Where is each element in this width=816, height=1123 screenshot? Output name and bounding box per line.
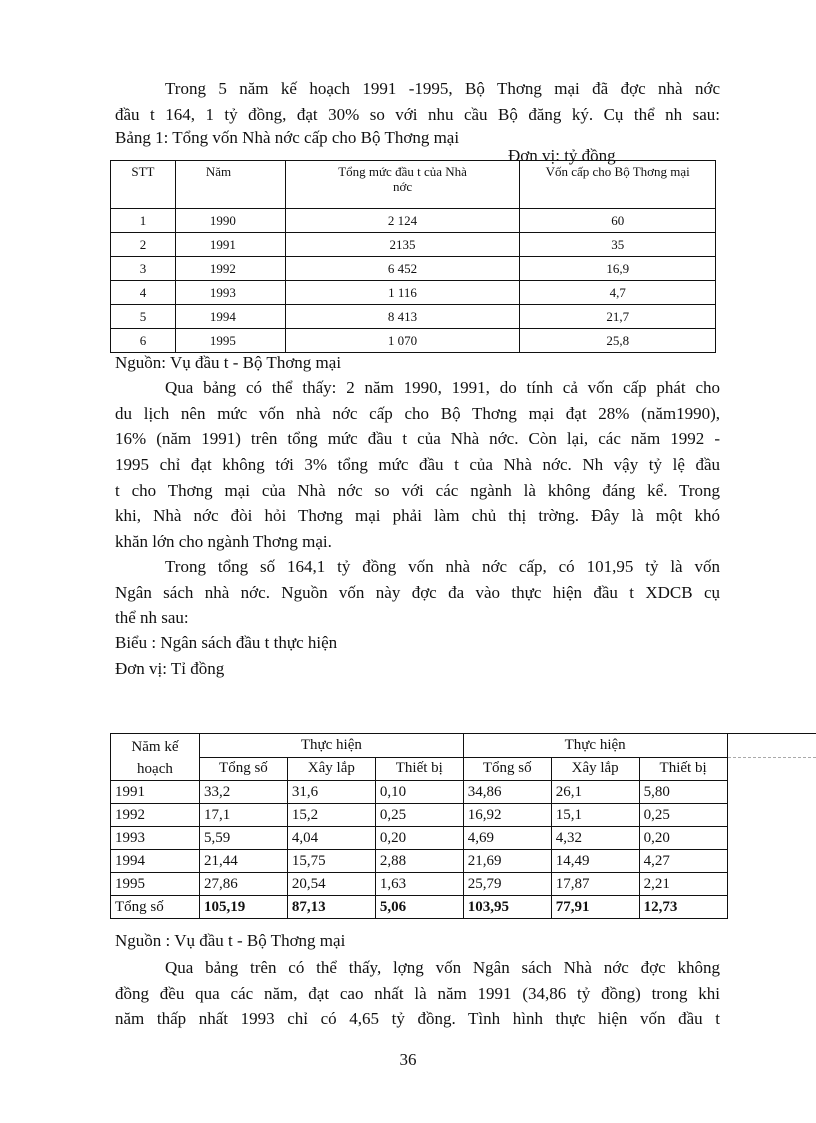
table1-cell: 1991	[175, 233, 285, 257]
paragraph-4-line: năm thấp nhất 1993 chỉ có 4,65 tỷ đồng. Tình hình thực hiện vốn đầu t	[115, 1009, 720, 1028]
table1-cell: 4,7	[520, 281, 716, 305]
table2-total-cell	[639, 896, 727, 919]
table2-cell: 33,2	[199, 781, 287, 804]
table2-cell: 5,59	[199, 827, 287, 850]
paragraph-3-line: Trong tổng số 164,1 tỷ đồng vốn nhà nớc cấp, có 101,95 tỷ là vốn	[165, 557, 720, 576]
table2-group2-header: Thực hiện	[463, 734, 727, 758]
paragraph-4-line: Qua bảng trên có thể thấy, lợng vốn Ngân sách Nhà nớc đợc không	[165, 958, 720, 977]
paragraph-3-line: thể nh sau:	[115, 608, 189, 627]
table1-cell: 16,9	[520, 257, 716, 281]
table2-total-cell	[287, 896, 375, 919]
table1-header-year: Năm	[175, 161, 285, 209]
table2-subheader-row	[111, 757, 816, 781]
paragraph-2-line: Qua bảng có thể thấy: 2 năm 1990, 1991, do tính cả vốn cấp phát cho	[165, 378, 720, 397]
table1-cell: 8 413	[285, 305, 520, 329]
table1-row	[111, 305, 716, 329]
table1-cell: 25,8	[520, 329, 716, 353]
paragraph-1-line-2: đầu t 164, 1 tỷ đồng, đạt 30% so với nhu cầu Bộ đăng ký. Cụ thể nh sau:	[115, 105, 720, 124]
table1-header-stt: STT	[111, 161, 176, 209]
table2-cell: 0,10	[375, 781, 463, 804]
table2-empty-cell	[727, 896, 816, 919]
table1-cell: 21,7	[520, 305, 716, 329]
table2-subheader: Xây lắp	[551, 757, 639, 781]
table2-empty-cell	[727, 850, 816, 873]
table1-header-ministry: Vốn cấp cho Bộ Thơng mại	[520, 161, 716, 209]
paragraph-1-line-1: Trong 5 năm kế hoạch 1991 -1995, Bộ Thơng mại đã đợc nhà nớc	[165, 79, 720, 98]
table2-cell: 17,87	[551, 873, 639, 896]
table2-cell: 15,75	[287, 850, 375, 873]
table1-cell: 1 070	[285, 329, 520, 353]
table2-cell: 1994	[111, 850, 200, 873]
table1-row	[111, 281, 716, 305]
table1-cell: 3	[111, 257, 176, 281]
table2-total-cell	[551, 896, 639, 919]
table1-header-total: Tổng mức đầu t của Nhà nớc	[285, 161, 520, 209]
table2-subheader: Xây lắp	[287, 757, 375, 781]
paragraph-2-line: du lịch nên mức vốn nhà nớc cấp cho Bộ Thơng mại đạt 28% (năm1990),	[115, 404, 720, 423]
table2-subheader: Tổng số	[199, 757, 287, 781]
table2-cell: 34,86	[463, 781, 551, 804]
page-number: 36	[399, 1050, 417, 1069]
table2-total-cell	[463, 896, 551, 919]
table2-cell: 16,92	[463, 804, 551, 827]
table2-year-header-line2: hoạch	[137, 761, 173, 777]
table2-cell: 27,86	[199, 873, 287, 896]
table2-cell: 4,32	[551, 827, 639, 850]
table2-total-value: 87,13	[291, 898, 326, 915]
table1-row	[111, 329, 716, 353]
table2-cell: 2,21	[639, 873, 727, 896]
table2-cell: 5,80	[639, 781, 727, 804]
table1-cell: 5	[111, 305, 176, 329]
table2-cell: 25,79	[463, 873, 551, 896]
table2-group1-header: Thực hiện	[199, 734, 463, 758]
table2-cell: 20,54	[287, 873, 375, 896]
table1-row	[111, 233, 716, 257]
table1-row	[111, 209, 716, 233]
table1-row	[111, 257, 716, 281]
table2-cell: 1,63	[375, 873, 463, 896]
table2-cell: 1995	[111, 873, 200, 896]
table2-cell: 1993	[111, 827, 200, 850]
table1-cell: 2	[111, 233, 176, 257]
table2-source: Nguồn : Vụ đầu t - Bộ Thơng mại	[115, 931, 346, 950]
table2-row	[111, 873, 816, 896]
table1-cell: 1993	[175, 281, 285, 305]
table2-cell: 1991	[111, 781, 200, 804]
table2-row	[111, 827, 816, 850]
table1	[110, 160, 716, 353]
table2-row	[111, 781, 816, 804]
table2-subheader: Tổng số	[463, 757, 551, 781]
table1-cell: 1994	[175, 305, 285, 329]
table2-cell: 15,2	[287, 804, 375, 827]
table1-cell: 35	[520, 233, 716, 257]
table1-source: Nguồn: Vụ đầu t - Bộ Thơng mại	[115, 353, 342, 372]
paragraph-3-line: Ngân sách nhà nớc. Nguồn vốn này đợc đa vào thực hiện đầu t XDCB cụ	[115, 583, 720, 602]
paragraph-2-line: t cho Thơng mại của Nhà nớc so với các ngành là không đáng kể. Trong	[115, 481, 720, 500]
table2-cell: 31,6	[287, 781, 375, 804]
table1-cell: 6 452	[285, 257, 520, 281]
paragraph-2-line: khăn lớn cho ngành Thơng mại.	[115, 532, 332, 551]
table2-cell: 0,25	[375, 804, 463, 827]
table2-cell: 26,1	[551, 781, 639, 804]
table2-total-cell	[199, 896, 287, 919]
table2-row	[111, 804, 816, 827]
table1-cell: 1 116	[285, 281, 520, 305]
table2-cell: 21,44	[199, 850, 287, 873]
table2-cell: 15,1	[551, 804, 639, 827]
table2-year-header	[111, 734, 200, 781]
paragraph-4-line: đồng đều qua các năm, đạt cao nhất là năm 1991 (34,86 tỷ đồng) trong khi	[115, 984, 720, 1003]
table2-empty-cell	[727, 827, 816, 850]
table2-total-value: 77,91	[555, 898, 590, 915]
table2-empty-cell	[727, 873, 816, 896]
table2-total-value: 103,95	[467, 898, 509, 915]
table2-header-row	[111, 734, 816, 758]
table2-cell: 1992	[111, 804, 200, 827]
table2-row	[111, 850, 816, 873]
table2-cell: 0,20	[375, 827, 463, 850]
table2-year-header-line1: Năm kế	[131, 739, 179, 755]
table2-empty-cell	[727, 757, 816, 781]
table2-cell: 0,25	[639, 804, 727, 827]
table2-cell: 4,27	[639, 850, 727, 873]
table2-total-cell	[375, 896, 463, 919]
table2-cell: 0,20	[639, 827, 727, 850]
table2-total-row	[111, 896, 816, 919]
table2-cell: 4,04	[287, 827, 375, 850]
paragraph-2-line: 1995 chỉ đạt không tới 3% tổng mức đầu t của Nhà nớc. Nh vậy tỷ lệ đầu	[115, 455, 720, 474]
table2-empty-cell	[727, 734, 816, 758]
table2-cell: 14,49	[551, 850, 639, 873]
table1-caption: Bảng 1: Tổng vốn Nhà nớc cấp cho Bộ Thơng mại	[115, 128, 460, 147]
table2	[110, 733, 816, 919]
table1-cell: 1990	[175, 209, 285, 233]
table2-empty-cell	[727, 781, 816, 804]
table2-cell: 17,1	[199, 804, 287, 827]
table2-subheader: Thiết bị	[375, 757, 463, 781]
table2-total-value: 105,19	[203, 898, 246, 915]
table2-cell: 21,69	[463, 850, 551, 873]
table1-cell: 2 124	[285, 209, 520, 233]
table2-total-label: Tổng số	[111, 896, 200, 919]
table2-subheader: Thiết bị	[639, 757, 727, 781]
table1-cell: 1	[111, 209, 176, 233]
table2-cell: 2,88	[375, 850, 463, 873]
table1-cell: 1995	[175, 329, 285, 353]
table1-cell: 2135	[285, 233, 520, 257]
table2-empty-cell	[727, 804, 816, 827]
chart-caption: Biểu : Ngân sách đầu t thực hiện	[115, 633, 338, 652]
table1-cell: 4	[111, 281, 176, 305]
table2-cell: 4,69	[463, 827, 551, 850]
paragraph-2-line: khi, Nhà nớc đòi hỏi Thơng mại phải làm chủ thị trờng. Đây là một khó	[115, 506, 720, 525]
table2-total-value: 12,73	[643, 898, 678, 915]
table2-total-value: 5,06	[379, 898, 407, 915]
chart-unit: Đơn vị: Tỉ đồng	[115, 659, 225, 678]
table1-cell: 60	[520, 209, 716, 233]
table1-header-row	[111, 161, 716, 209]
table1-cell: 1992	[175, 257, 285, 281]
table1-unit: Đơn vị: tỷ đồng	[508, 146, 616, 165]
table1-cell: 6	[111, 329, 176, 353]
paragraph-2-line: 16% (năm 1991) trên tổng mức đầu t của Nhà nớc. Còn lại, các năm 1992 -	[115, 429, 720, 448]
